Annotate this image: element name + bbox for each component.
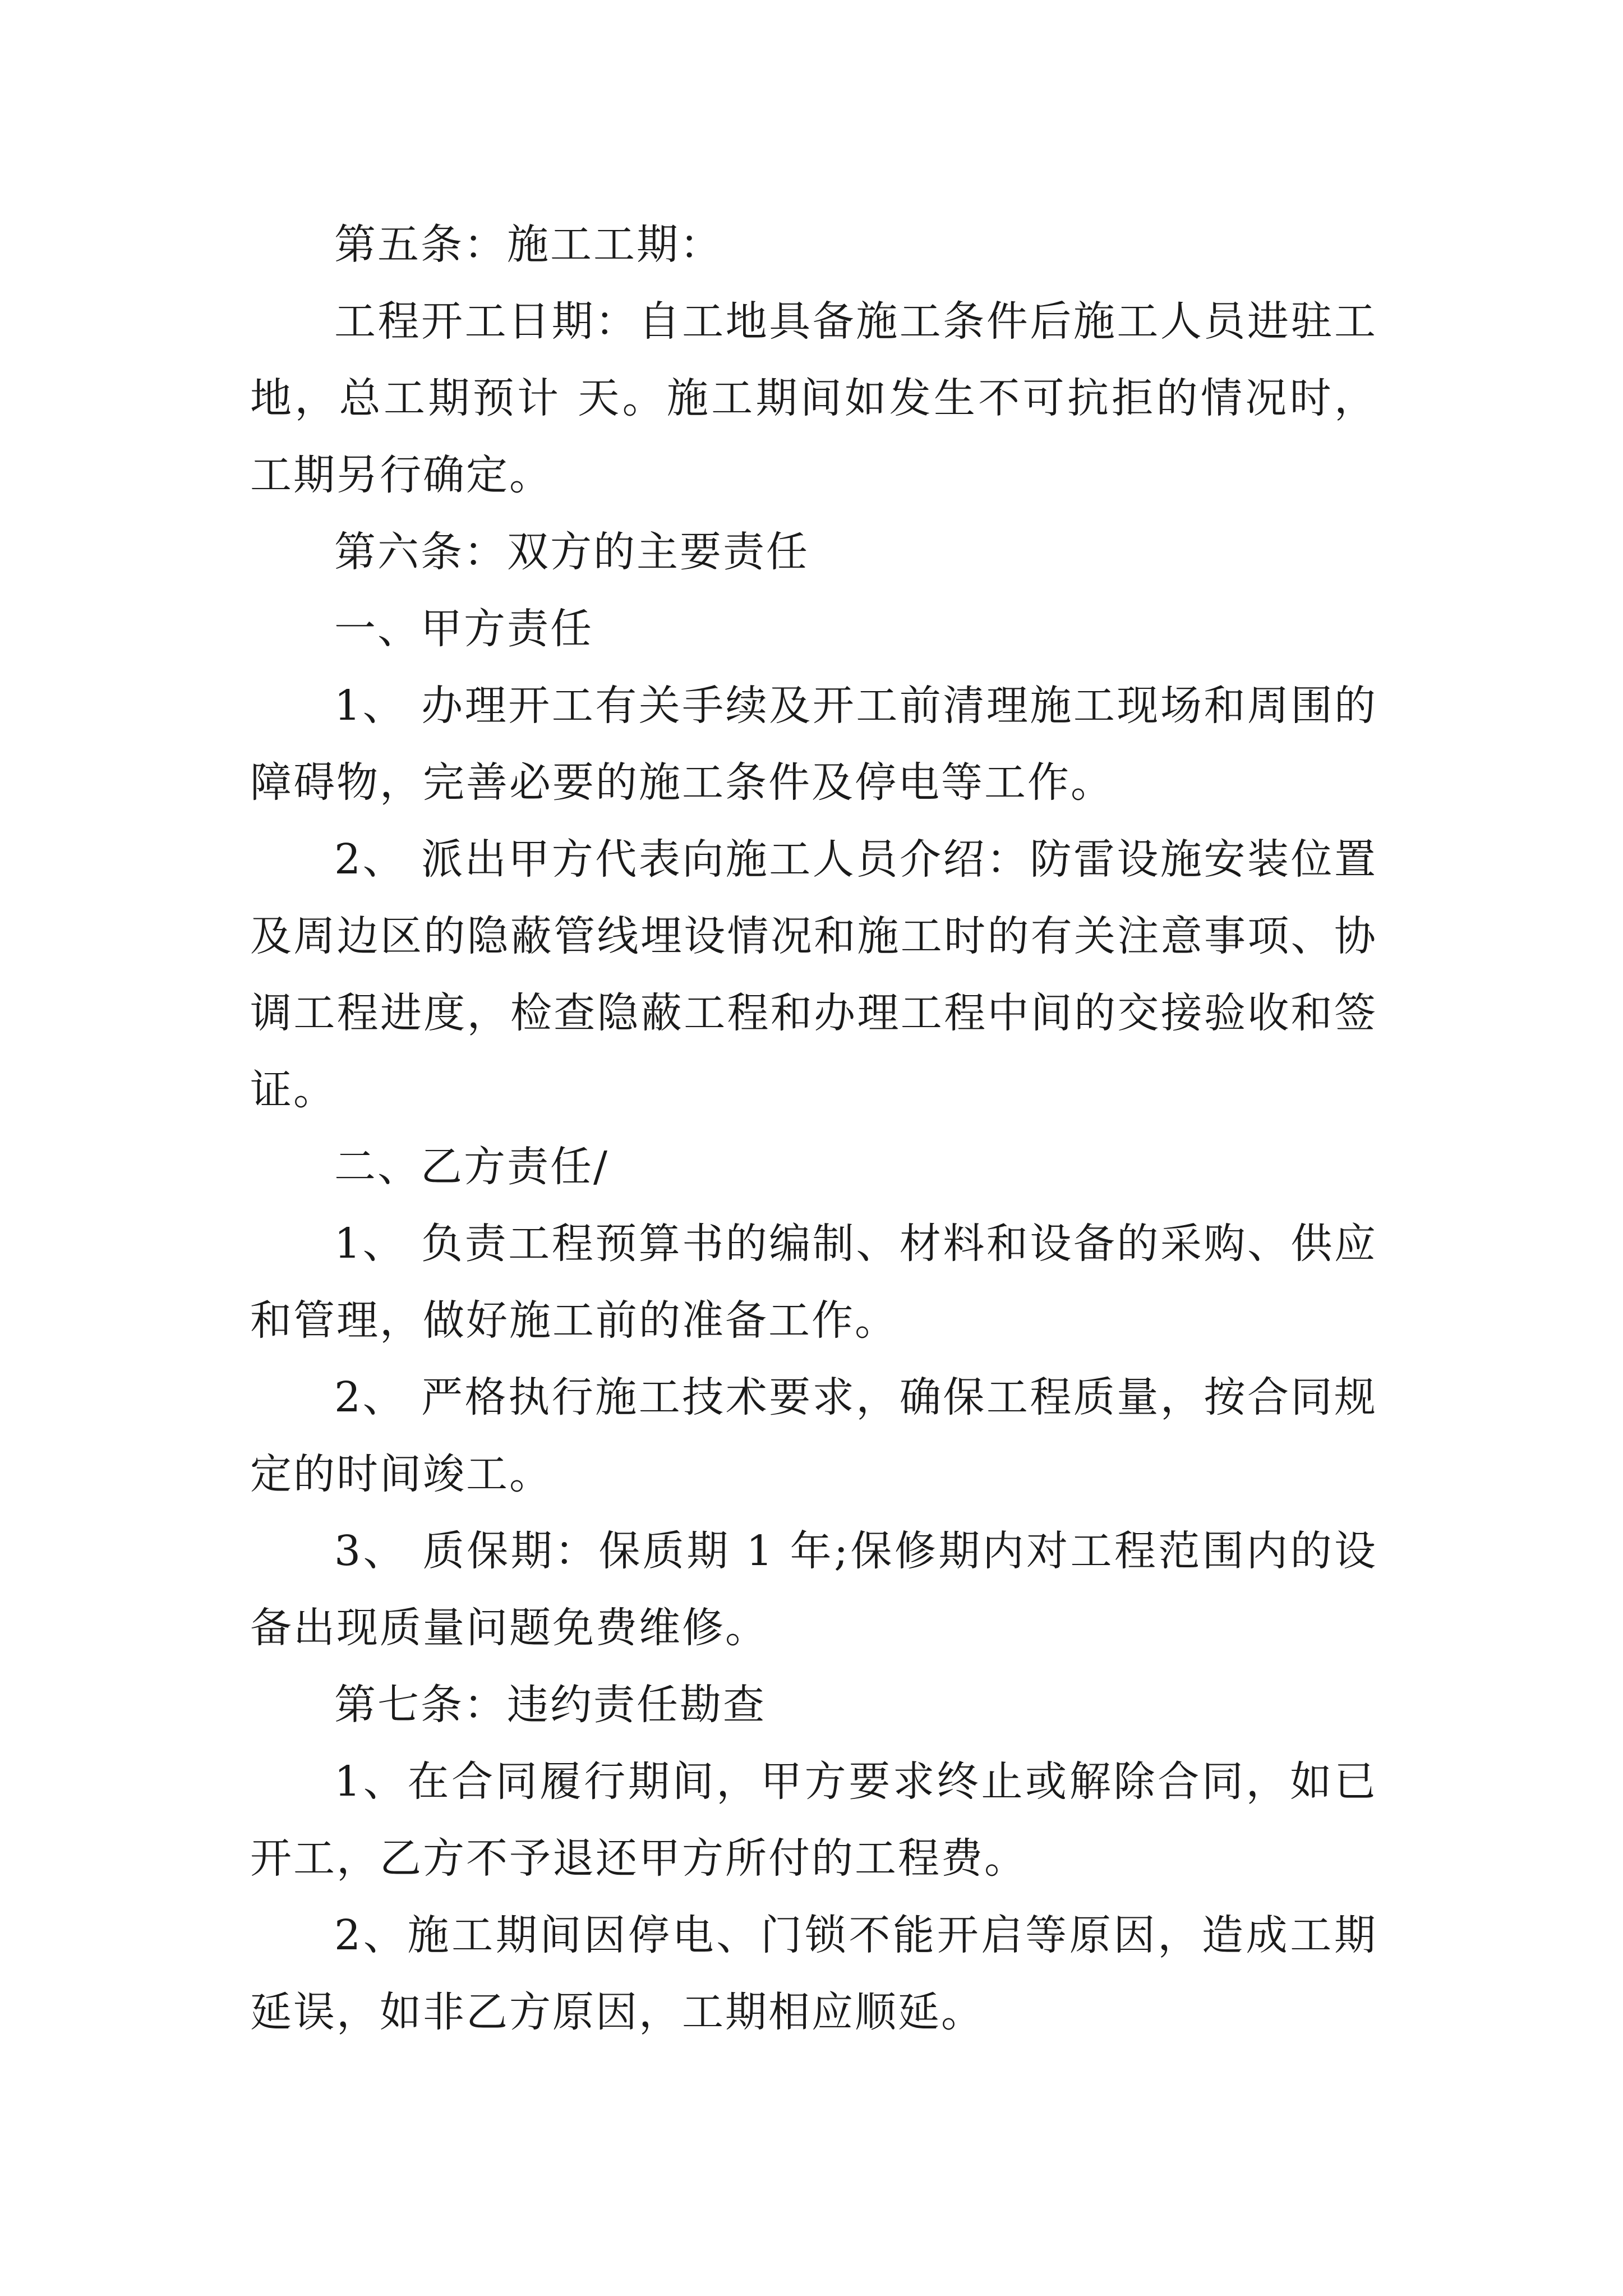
- party-b-item-3: 3、 质保期：保质期 1 年;保修期内对工程范围内的设备出现质量问题免费维修。: [250, 1527, 1377, 1652]
- party-b-item-2: 2、 严格执行施工技术要求，确保工程质量，按合同规定的时间竣工。: [250, 1373, 1377, 1498]
- party-b-item-1: 1、 负责工程预算书的编制、材料和设备的采购、供应和管理，做好施工前的准备工作。: [250, 1220, 1377, 1345]
- article-5-start-date: 工程开工日期：自工地具备施工条件后施工人员进驻工地，总工期预计 天。施工期间如发生不可抗拒的情况时，工期另行确定。: [250, 297, 1377, 499]
- article-7-heading: 第七条：违约责任勘查: [334, 1681, 766, 1729]
- party-a-item-2: 2、 派出甲方代表向施工人员介绍：防雷设施安装位置及周边区的隐蔽管线埋设情况和施工时的有关注意事项、协调工程进度，检查隐蔽工程和办理工程中间的交接验收和签证。: [250, 835, 1377, 1114]
- article-6-heading: 第六条：双方的主要责任: [334, 528, 809, 576]
- party-a-heading: 一、甲方责任: [334, 605, 593, 653]
- article-7-item-2: 2、施工期间因停电、门锁不能开启等原因，造成工期延误，如非乙方原因，工期相应顺延。: [250, 1911, 1377, 2036]
- party-a-item-1: 1、 办理开工有关手续及开工前清理施工现场和周围的障碍物，完善必要的施工条件及停电等工作。: [250, 682, 1377, 807]
- party-b-heading: 二、乙方责任/: [334, 1143, 609, 1191]
- article-5-heading: 第五条：施工工期：: [334, 220, 723, 269]
- article-7-item-1: 1、在合同履行期间，甲方要求终止或解除合同，如已开工，乙方不予退还甲方所付的工程费。: [250, 1757, 1377, 1883]
- document-body: [250, 206, 1377, 2051]
